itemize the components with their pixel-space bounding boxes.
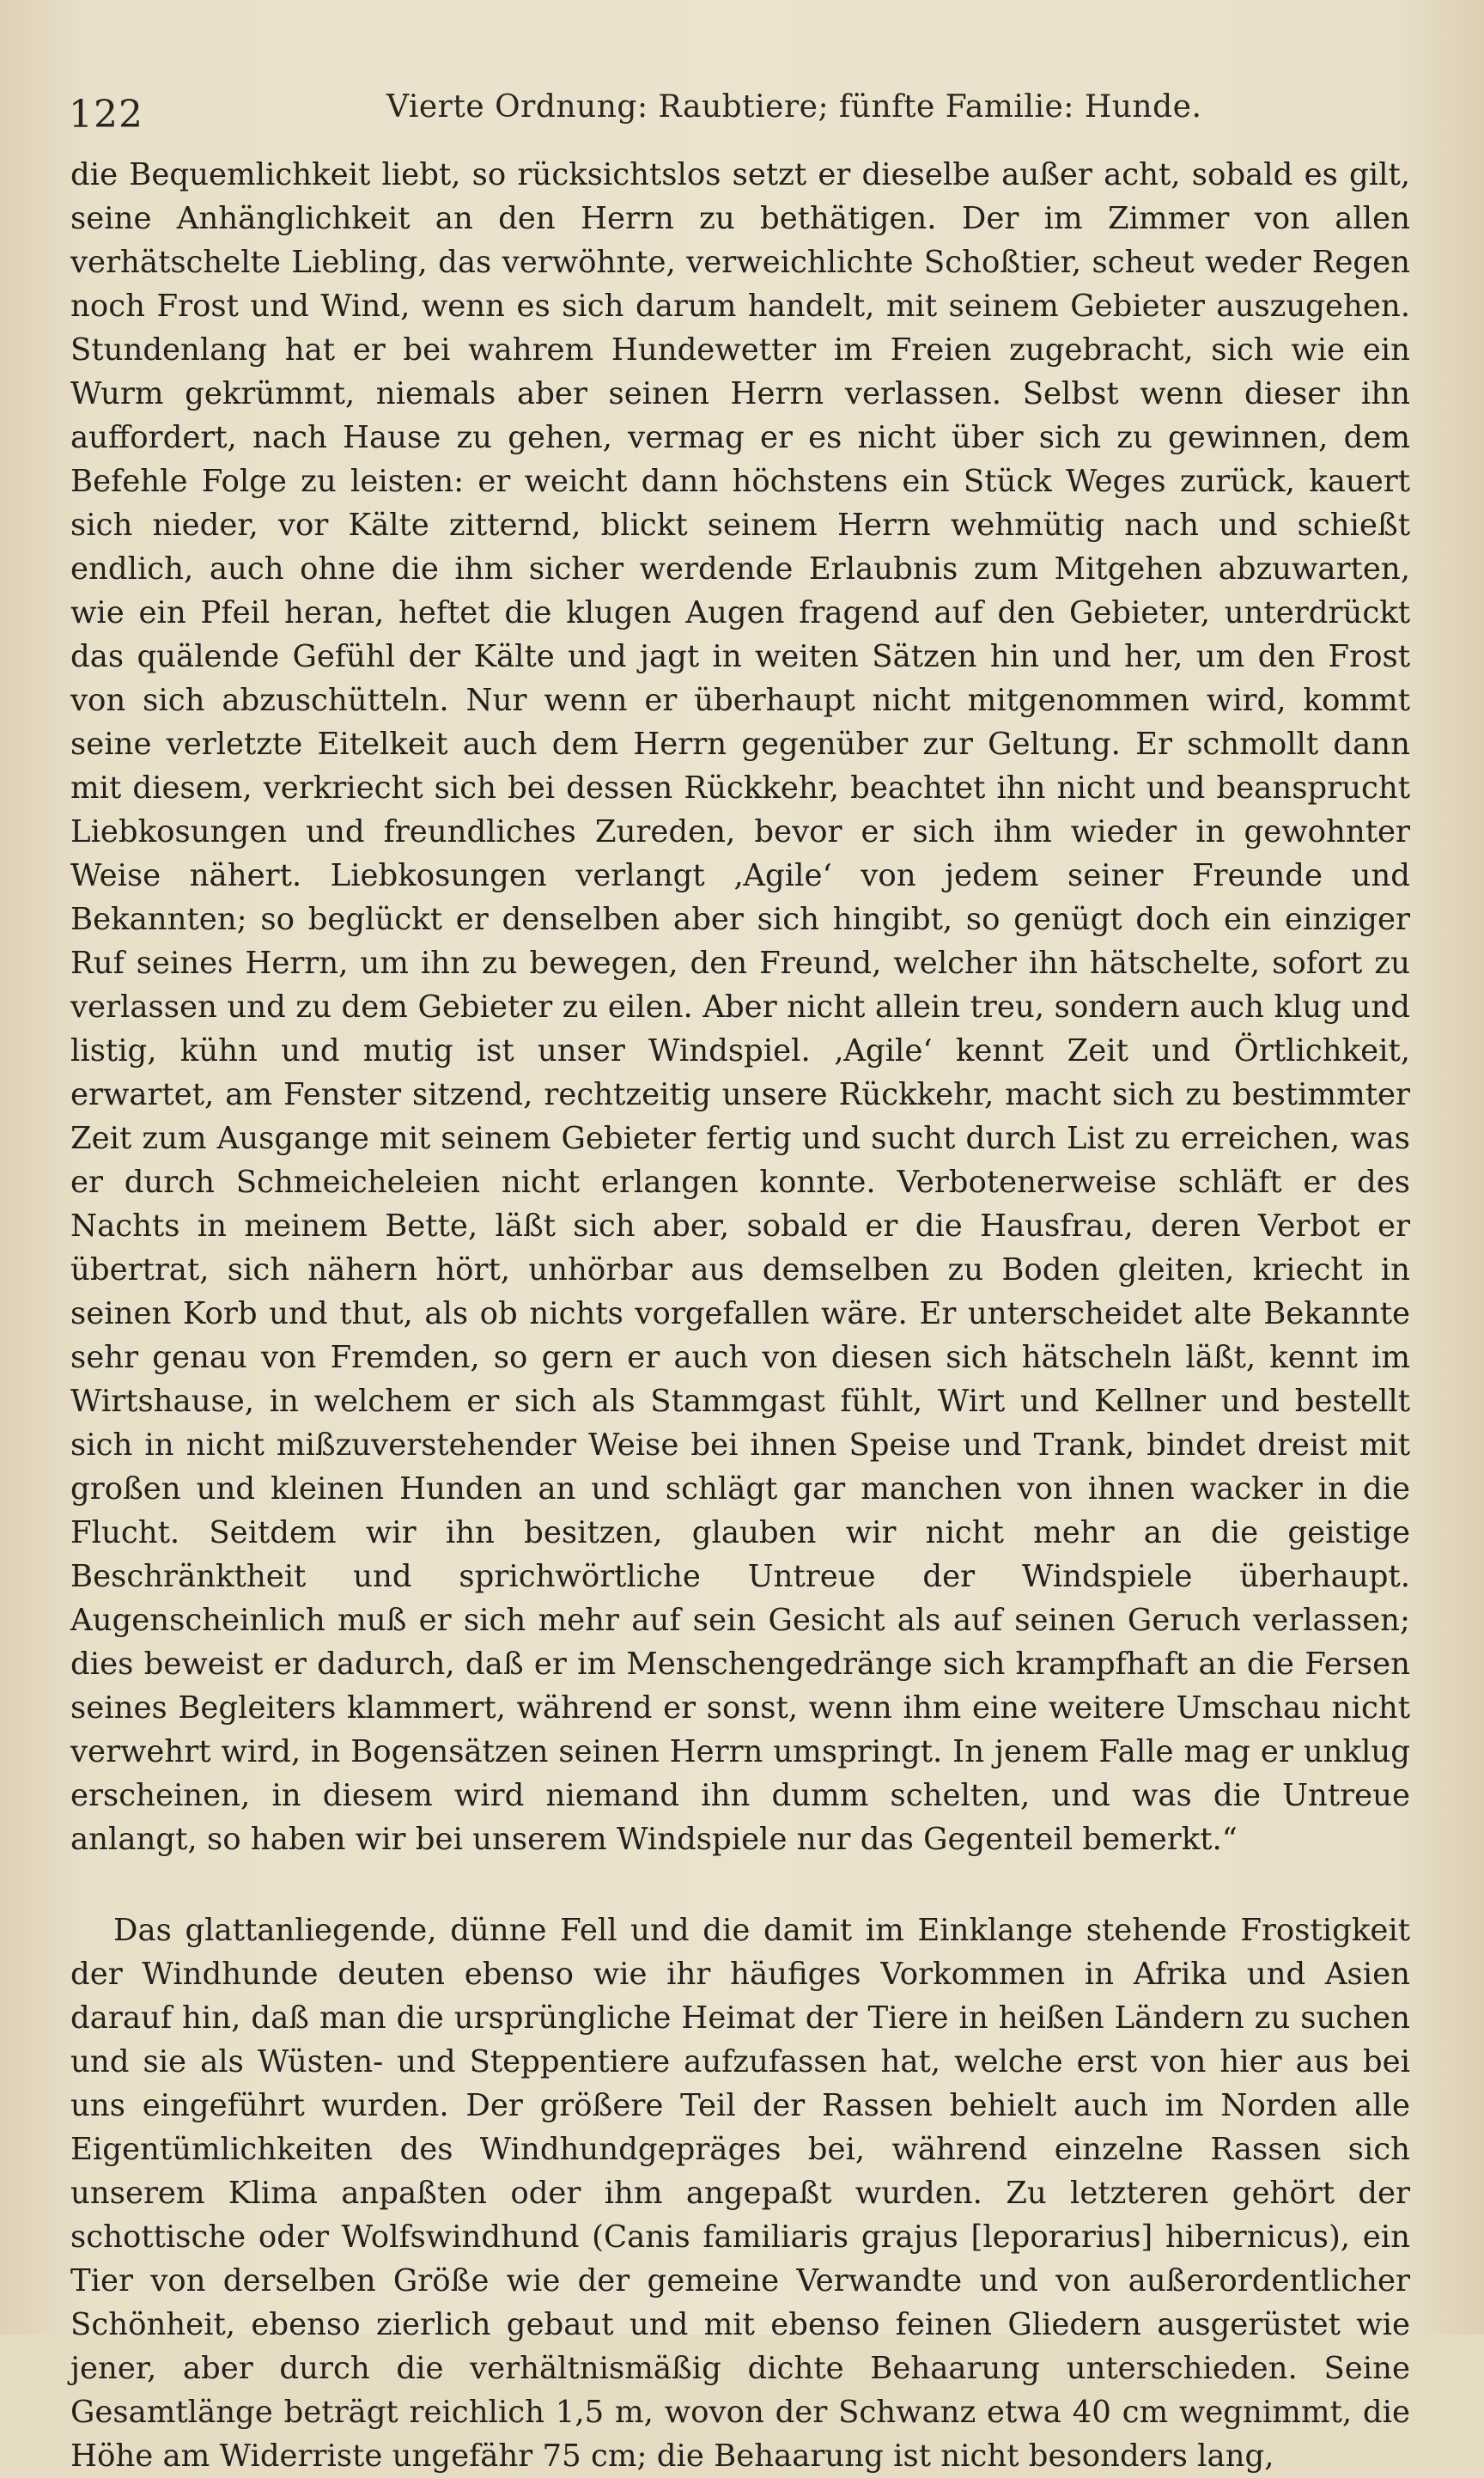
paragraph-2: Das glattanliegende, dünne Fell und die damit im Einklange stehende Frostigkeit der Windhunde deuten ebenso wie ihr häufiges Vorkommen in Afrika und Asien darauf hin, daß man die ursprüngliche Heimat der Tiere in heißen Ländern zu suchen und sie als Wüsten- und Steppentiere aufzufassen hat, welche erst von hier aus bei uns eingeführt wurden. Der größere Teil der Rassen behielt auch im Norden alle Eigentümlichkeiten des Windhundgepräges bei, während einzelne Rassen sich unserem Klima anpaßten oder ihm angepaßt wurden. Zu letzteren gehört der schottische oder Wolfswindhund (Canis familiaris grajus [leporarius] hibernicus), ein Tier von derselben Größe wie der gemeine Verwandte und von außerordentlicher Schönheit, ebenso zierlich gebaut und mit ebenso feinen Gliedern ausgerüstet wie jener, aber durch die verhältnismäßig dichte Behaarung unterschieden. Seine Gesamtlänge beträgt reichlich 1,5 m, wovon der Schwanz etwa 40 cm wegnimmt, die Höhe am Widerriste ungefähr 75 cm; die Behaarung ist nicht besonders lang, xyxy=(70,1913,1410,2474)
paragraph-1: die Bequemlichkeit liebt, so rücksichtslos setzt er dieselbe außer acht, sobald es gilt, seine Anhänglichkeit an den Herrn zu bethätigen. Der im Zimmer von allen verhätschelte Liebling, das verwöhnte, verweichlichte Schoßtier, scheut weder Regen noch Frost und Wind, wenn es sich darum handelt, mit seinem Gebieter auszugehen. Stundenlang hat er bei wahrem Hundewetter im Freien zugebracht, sich wie ein Wurm gekrümmt, niemals aber seinen Herrn verlassen. Selbst wenn dieser ihn auffordert, nach Hause zu gehen, vermag er es nicht über sich zu gewinnen, dem Befehle Folge zu leisten: er weicht dann höchstens ein Stück Weges zurück, kauert sich nieder, vor Kälte zitternd, blickt seinem Herrn wehmütig nach und schießt endlich, auch ohne die ihm sicher werdende Erlaubnis zum Mitgehen abzuwarten, wie ein Pfeil heran, heftet die klugen Augen fragend auf den Gebieter, unterdrückt das quälende Gefühl der Kälte und jagt in weiten Sätzen hin und her, um den Frost von sich abzuschütteln. Nur wenn er überhaupt nicht mitgenommen wird, kommt seine verletzte Eitelkeit auch dem Herrn gegenüber zur Geltung. Er schmollt dann mit diesem, verkriecht sich bei dessen Rückkehr, beachtet ihn nicht und beansprucht Liebkosungen und freundliches Zureden, bevor er sich ihm wieder in gewohnter Weise nähert. Liebkosungen verlangt ‚Agile‘ von jedem seiner Freunde und Bekannten; so beglückt er denselben aber sich hingibt, so genügt doch ein einziger Ruf seines Herrn, um ihn zu bewegen, den Freund, welcher ihn hätschelte, sofort zu verlassen und zu dem Gebieter zu eilen. Aber nicht allein treu, sondern auch klug und listig, kühn und mutig ist unser Windspiel. ‚Agile‘ kennt Zeit und Örtlichkeit, erwartet, am Fenster sitzend, rechtzeitig unsere Rückkehr, macht sich zu bestimmter Zeit zum Ausgange mit seinem Gebieter fertig und sucht durch List zu erreichen, was er durch Schmeicheleien nicht erlangen konnte. Verbotenerweise schläft er des Nachts in meinem Bette, läßt sich aber, sobald er die Hausfrau, deren Verbot er übertrat, sich nähern hört, unhörbar aus demselben zu Boden gleiten, kriecht in seinen Korb und thut, als ob nichts vorgefallen wäre. Er unterscheidet alte Bekannte sehr genau von Fremden, so gern er auch von diesen sich hätscheln läßt, kennt im Wirtshause, in welchem er sich als Stammgast fühlt, Wirt und Kellner und bestellt sich in nicht mißzuverstehender Weise bei ihnen Speise und Trank, bindet dreist mit großen und kleinen Hunden an und schlägt gar manchen von ihnen wacker in die Flucht. Seitdem wir ihn besitzen, glauben wir nicht mehr an die geistige Beschränktheit und sprichwörtliche Untreue der Windspiele überhaupt. Augenscheinlich muß er sich mehr auf sein Gesicht als auf seinen Geruch verlassen; dies beweist er dadurch, daß er im Menschengedränge sich krampfhaft an die Fersen seines Begleiters klammert, während er sonst, wenn ihm eine weitere Umschau nicht verwehrt wird, in Bogensätzen seinen Herrn umspringt. In jenem Falle mag er unklug erscheinen, in diesem wird niemand ihn dumm schelten, und was die Untreue anlangt, so haben wir bei unserem Windspiele nur das Gegenteil bemerkt.“ xyxy=(70,157,1410,1857)
page-number: 122 xyxy=(69,93,143,137)
running-head: Vierte Ordnung: Raubtiere; fünfte Familie: Hunde. xyxy=(386,89,1202,125)
page-header xyxy=(69,86,1426,137)
body-text xyxy=(70,153,1410,2478)
